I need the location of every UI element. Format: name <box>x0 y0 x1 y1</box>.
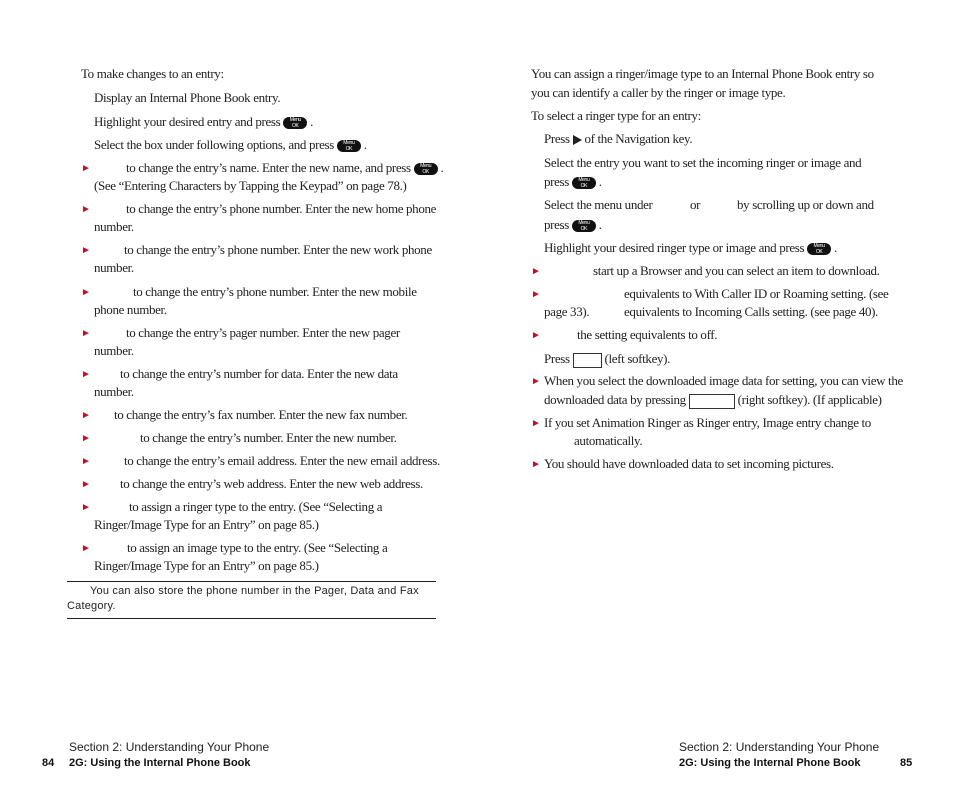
bullet-arrow-icon: ► <box>531 289 541 300</box>
right-option-1: start up a Browser and you can select an item to download. <box>593 263 880 278</box>
right-step-5: Press (left softkey). <box>544 351 671 366</box>
option-name-line2: (See “Entering Characters by Tapping the Keypad” on page 78.) <box>94 178 407 193</box>
bullet-arrow-icon: ► <box>81 410 91 421</box>
menu-ok-button-icon: Menu OK <box>572 177 596 189</box>
right-option-3: the setting equivalents to off. <box>577 327 718 342</box>
menu-ok-button-icon: Menu OK <box>414 163 438 175</box>
menu-ok-button-icon: Menu OK <box>807 243 831 255</box>
right-step-3-line2: press Menu OK . <box>544 217 602 232</box>
option-data-line2: number. <box>94 384 134 399</box>
menu-ok-button-icon: Menu OK <box>572 220 596 232</box>
bullet-arrow-icon: ► <box>81 287 91 298</box>
menu-ok-button-icon: Menu OK <box>283 117 307 129</box>
right-footer-chapter: 2G: Using the Internal Phone Book <box>679 757 861 769</box>
bullet-arrow-icon: ► <box>81 369 91 380</box>
nav-right-arrow-icon <box>573 135 582 145</box>
option-mobile-line2: phone number. <box>94 302 167 317</box>
left-step-3-text: Select the box under following options, and press <box>94 137 334 152</box>
bullet-arrow-icon: ► <box>81 479 91 490</box>
option-pager-line2: number. <box>94 343 134 358</box>
right-option-2-line2a: page 33). <box>544 304 590 319</box>
left-step-2: Highlight your desired entry and press Menu OK . <box>94 114 314 129</box>
right-tip-2-line2: automatically. <box>574 433 643 448</box>
right-step-2: Select the entry you want to set the incoming ringer or image and <box>544 155 862 170</box>
bullet-arrow-icon: ► <box>81 163 91 174</box>
right-intro-line2: you can identify a caller by the ringer or image type. <box>531 85 786 100</box>
left-footer-chapter: 2G: Using the Internal Phone Book <box>69 757 251 769</box>
right-step-4: Highlight your desired ringer type or image and press Menu OK . <box>544 240 837 255</box>
bullet-arrow-icon: ► <box>81 502 91 513</box>
right-step-2-line2: press Menu OK . <box>544 174 602 189</box>
right-softkey-box <box>689 394 735 409</box>
right-option-2: equivalents to With Caller ID or Roaming setting. (see <box>624 286 889 301</box>
bullet-arrow-icon: ► <box>81 245 91 256</box>
menu-ok-button-icon: Menu OK <box>337 140 361 152</box>
option-image-line2: Ringer/Image Type for an Entry” on page 85.) <box>94 558 319 573</box>
right-footer-section: Section 2: Understanding Your Phone <box>679 740 880 754</box>
note-top-rule <box>67 581 436 582</box>
right-tip-2: If you set Animation Ringer as Ringer entry, Image entry change to <box>544 415 871 430</box>
option-other: to change the entry’s number. Enter the new number. <box>140 430 397 445</box>
bullet-arrow-icon: ► <box>81 543 91 554</box>
option-mobile: to change the entry’s phone number. Enter the new mobile <box>133 284 417 299</box>
option-ringer-line2: Ringer/Image Type for an Entry” on page 85.) <box>94 517 319 532</box>
right-tip-1: When you select the downloaded image data for setting, you can view the <box>544 373 903 388</box>
option-name: to change the entry’s name. Enter the new name, and press Menu OK . <box>126 160 444 175</box>
left-softkey-box <box>573 353 602 368</box>
bullet-arrow-icon: ► <box>531 459 541 470</box>
right-step-3c: by scrolling up or down and <box>737 197 874 212</box>
bullet-arrow-icon: ► <box>531 376 541 387</box>
option-image: to assign an image type to the entry. (See “Selecting a <box>127 540 388 555</box>
left-step-3: Select the box under following options, and press Menu OK . <box>94 137 367 152</box>
bullet-arrow-icon: ► <box>531 418 541 429</box>
option-email: to change the entry’s email address. Enter the new email address. <box>124 453 440 468</box>
right-option-2-line2b: equivalents to Incoming Calls setting. (see page 40). <box>624 304 879 319</box>
option-work: to change the entry’s phone number. Enter the new work phone <box>124 242 432 257</box>
left-intro: To make changes to an entry: <box>81 66 224 81</box>
right-step-3b: or <box>690 197 701 212</box>
option-fax: to change the entry’s fax number. Enter the new fax number. <box>114 407 408 422</box>
right-step-1: Press of the Navigation key. <box>544 131 693 146</box>
right-step-3a: Select the menu under <box>544 197 653 212</box>
option-data: to change the entry’s number for data. Enter the new data <box>120 366 398 381</box>
bullet-arrow-icon: ► <box>81 433 91 444</box>
option-home-line2: number. <box>94 219 134 234</box>
left-step-1: Display an Internal Phone Book entry. <box>94 90 281 105</box>
note-text-line2: Category. <box>67 600 116 612</box>
right-tip-1-line2: downloaded data by pressing (right softkey). (If applicable) <box>544 392 882 407</box>
left-footer-section: Section 2: Understanding Your Phone <box>69 740 270 754</box>
right-intro-line1: You can assign a ringer/image type to an Internal Phone Book entry so <box>531 66 874 81</box>
note-bottom-rule <box>67 618 436 619</box>
right-page-number: 85 <box>900 757 913 769</box>
option-web: to change the entry’s web address. Enter the new web address. <box>120 476 423 491</box>
bullet-arrow-icon: ► <box>531 330 541 341</box>
bullet-arrow-icon: ► <box>81 456 91 467</box>
bullet-arrow-icon: ► <box>81 204 91 215</box>
option-ringer: to assign a ringer type to the entry. (See “Selecting a <box>129 499 383 514</box>
option-work-line2: number. <box>94 260 134 275</box>
left-step-2-text: Highlight your desired entry and press <box>94 114 281 129</box>
right-lead: To select a ringer type for an entry: <box>531 108 701 123</box>
bullet-arrow-icon: ► <box>81 328 91 339</box>
left-page-number: 84 <box>42 757 55 769</box>
option-pager: to change the entry’s pager number. Enter the new pager <box>126 325 400 340</box>
note-text-line1: You can also store the phone number in the Pager, Data and Fax <box>90 585 419 597</box>
bullet-arrow-icon: ► <box>531 266 541 277</box>
option-home: to change the entry’s phone number. Enter the new home phone <box>126 201 437 216</box>
right-tip-3: You should have downloaded data to set incoming pictures. <box>544 456 834 471</box>
